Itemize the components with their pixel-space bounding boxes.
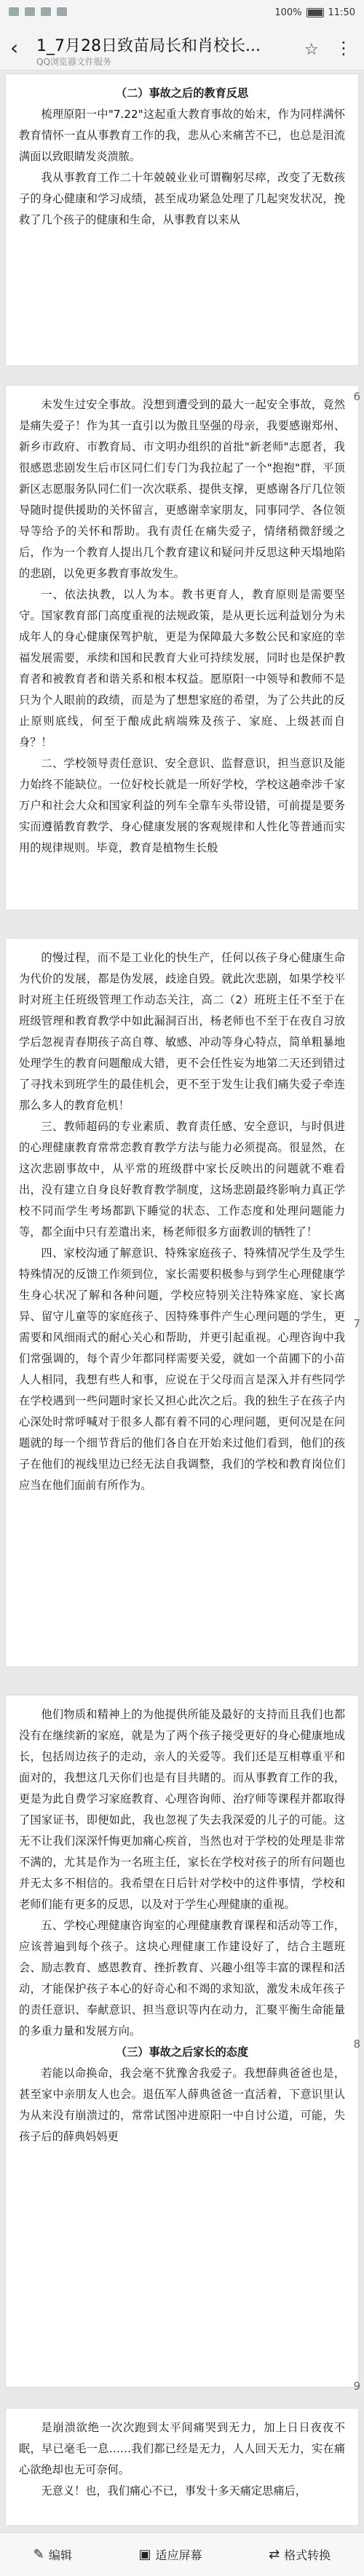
fit-screen-button[interactable] bbox=[138, 2546, 202, 2563]
section-heading: （二）事故之后的教育反思 bbox=[115, 87, 249, 100]
battery-percent: 100% bbox=[274, 7, 302, 18]
document-page-4 bbox=[6, 1696, 358, 2387]
mail-icon bbox=[25, 7, 35, 16]
edit-icon: ✎ bbox=[33, 2547, 44, 2562]
notification-icon bbox=[57, 7, 67, 16]
paragraph: 我从事教育工作二十年兢兢业业可谓鞠躬尽瘁，改变了无数孩子的身心健康和学习成绩，甚至成功紧急处理了几起突发状况，挽救了几个孩子的健康和生命，从事教育以来从 bbox=[19, 171, 345, 226]
paragraph: 是崩溃欲绝一次次跑到太平间痛哭到无力，加上日日夜夜不眠，早已毫毛一息……我们都已经是无力，人人回天无力，实在痛心欲绝却也无可奈何。 bbox=[19, 2421, 345, 2476]
paragraph: 五、学校心理健康咨询室的心理健康教育课程和活动等工作，应该普遍到每个孩子。这块心理健康工作建设好了，结合主题班会、励志教育、感恩教育、挫折教育、兴趣小组等丰富的课程和活动，才能保护孩子本心的好奇心和不竭的求知欲，激发未成年孩子的责任意识、奉献意识、担当意识等内在动力，汇聚平衡生命能量的多重力量和发展方向。 bbox=[19, 1919, 345, 2038]
document-source: QQ浏览器文件服务 bbox=[36, 57, 111, 67]
paragraph: 二、学校领导责任意识、安全意识、监督意识，担当意识及能力始终不能缺位。一位好校长就是一所好学校，学校这趟牵涉千家万户和社会大众和国家利益的列车全靠车头带设错，可前提是要务实而遵循教育教学、身心健康发展的客观规律和人性化等普通而实用的规律规则。毕竟，教育是植物生长般 bbox=[19, 757, 345, 854]
photo-icon bbox=[41, 7, 51, 16]
bottom-toolbar bbox=[0, 2532, 364, 2576]
page-content bbox=[6, 2409, 358, 2502]
edit-button[interactable] bbox=[33, 2546, 72, 2563]
document-page-3 bbox=[6, 939, 358, 1666]
format-convert-button[interactable] bbox=[269, 2546, 331, 2563]
page-number: 8 bbox=[353, 2038, 360, 2051]
paragraph: 未发生过安全事故。没想到遭受到的最大一起安全事故，竟然是痛失爱子！作为其一直引以为傲且坚强的母亲，我要感谢郑州、新乡市政府、市教育局、市文明办组织的首批"新老师"志愿者，我很感恩悲剧发生后市区同仁们专门为我拉起了一个"抱抱"群，平顶新区志愿服务队同仁们一次次联系、提供支撑，更感谢各厅几位领导随时提供援助的关怀留言，更感谢幸家朋友，同事同学、各位领导等给予的关怀和帮助。我有责任在痛失爱子，情绪稍微舒缓之后，作为一个教育人提出几个教育建议和疑问并反思这种天塌地陷的悲剧，以免更多教育事故发生。 bbox=[19, 398, 345, 580]
paragraph: 一、依法执教，以人为本。教书更育人，教育原则是需要坚守。国家教育部门高度重视的法规政策，是从更长远利益划分为未成年人的身心健康保驾护航，更是为保障最大多数公民和家庭的幸福发展需要，承续和国和民教育大业可持续发展，同时也是保护教育者和被教育者和谐关系和根本权益。愿原阳一中领导和教师不是只为个人眼前的政绩，而是为了想想家庭的希望，为了公共此的反止原则底线，何至于酿成此病端殊及孩子、家庭、上级甚而自身？！ bbox=[19, 588, 345, 749]
format-convert-label: 格式转换 bbox=[284, 2548, 331, 2562]
page-content bbox=[6, 386, 358, 859]
app-bar bbox=[0, 26, 364, 71]
image-icon bbox=[9, 7, 19, 16]
paragraph: 梳理原阳一中"7.22"这起重大教育事故的始末，作为同样满怀教育情怀一直从事教育工作的我，悲从心来痛苦不已，也总是泪流满面以致眼睛发炎溃脓。 bbox=[19, 108, 345, 163]
page-content bbox=[6, 939, 358, 1496]
paragraph: 无意义！也，我们痛心不已，事发十多天痛定思痛后， bbox=[41, 2484, 306, 2497]
document-page-2 bbox=[6, 386, 358, 910]
page-number: 6 bbox=[353, 390, 360, 403]
paragraph: 的慢过程，而不是工业化的快生产，任何以孩子身心健康生命为代价的发展，都是伪发展，歧途自毁。就此次悲剧，如果学校平时对班主任班级管理工作动态关注，高二（2）班班主任不至于在班级管理和教育教学中如此漏洞百出，杨老师也不至于在夜自习放学后忽视青春期孩子高自尊、敏感、冲动等身心特点，简单粗暴地处理学生的教育问题酿成大错，更不会任性妄为地第二天还到错过了寻找未到班学生的最佳机会，更不至于发生让我们痛失爱子牵连那么多人的教育危机！ bbox=[19, 951, 345, 1112]
page-number: 7 bbox=[353, 1317, 360, 1330]
document-title: 1_7月28日致苗局长和肖校长... bbox=[36, 37, 261, 55]
edit-label: 编辑 bbox=[48, 2548, 72, 2562]
status-bar bbox=[0, 0, 364, 26]
paragraph: 他们物质和精神上的为他提供所能及最好的支持而且我们也都没有在继续新的家庭，就是为了两个孩子接受更好的身心健康地成长，包括周边孩子的走动，亲人的关爱等。我们还是互相尊重平和面对的，我想这几天你们也是有目共睹的。而从事教育工作的我，更是为此自费学习家庭教育、心理咨询师、治疗师等课程并都取得了国家证书，即便如此，我也忽视了失去我深爱的儿子的可能。这无不让我们深深忏悔更加痛心疾首，当然也对于学校的处理是非常不满的，尤其是作为一名班主任，家长在学校对孩子的所有问题也并无太多不相信的。我希望在日后针对学校中的这件事情，学校和老师们能有更多的反思，以及对于学生心理健康的重视。 bbox=[19, 1708, 345, 1911]
page-content bbox=[6, 74, 358, 231]
paragraph: 若能以命换命，我会毫不犹豫舍我爱子。我想薛典爸爸也是，甚至家中亲朋友人也会。退伍军人薛典爸爸一直活着，下意识里认为从来没有崩溃过的，常常试图冲进原阳一中自讨公道，可能，失孩子后的薛典妈妈更 bbox=[19, 2067, 345, 2143]
paragraph: 四、家校沟通了解意识、特殊家庭孩子、特殊情况学生及学生特殊情况的反馈工作须到位，家长需要积极参与到学生心理健康学生身心状况了解和各种问题，学校应特别关注特殊家庭、家长离异、留守儿童等的家庭孩子、因特殊事件产生心理问题的学生，更需要和风细雨式的耐心关心和帮助，并更引起重视。心理咨询中我们常强调的，每个青少年都同样需要关爱，就如一个苗圃下的小苗人人相同，我想有些人和事，应说在于父母而言是深入并有些同学在学校遇到一些问题时家长又担心此次之后。我的独生子在孩子内心深处时常呼喊对于很多人都有着不同的心理问题，更何况是在问题就的每一个细节背后的他们各自在开始来过他们看到，他们的孩子在他们的视线里边已经无法自我调整，我们的学校和教育岗位们应当在他们面前有所作为。 bbox=[19, 1247, 345, 1492]
clock: 11:50 bbox=[328, 7, 355, 18]
fit-screen-label: 适应屏幕 bbox=[155, 2548, 202, 2562]
page-content bbox=[6, 1696, 358, 2147]
convert-icon: ⇄ bbox=[269, 2547, 280, 2562]
more-icon[interactable]: ⋮ bbox=[335, 38, 352, 58]
paragraph: 三、教师超码的专业素质、教育责任感、安全意识，与时俱进的心理健康教育常常恋教育教学方法与能力必须提高。很显然，在这次悲剧事故中，从平常的班级群中家长反映出的问题就不难看出，没有建立自身良好教育教学制度，这场悲剧最终影响力真正学校不同而学生考场都趴下睡觉的状态、工作态度和处理问题能力等，都全面中只有差遣出来，杨老师很多方面教训的牺牲了！ bbox=[19, 1120, 345, 1239]
favorite-icon[interactable]: ☆ bbox=[304, 41, 319, 59]
battery-icon bbox=[306, 8, 324, 17]
section-heading: （三）事故之后家长的态度 bbox=[115, 2046, 249, 2059]
document-page-1 bbox=[6, 74, 358, 365]
fit-screen-icon: ▣ bbox=[138, 2547, 151, 2562]
page-number: 9 bbox=[353, 2380, 360, 2393]
back-icon[interactable]: ‹ bbox=[10, 36, 19, 60]
document-page-5 bbox=[6, 2380, 360, 2525]
